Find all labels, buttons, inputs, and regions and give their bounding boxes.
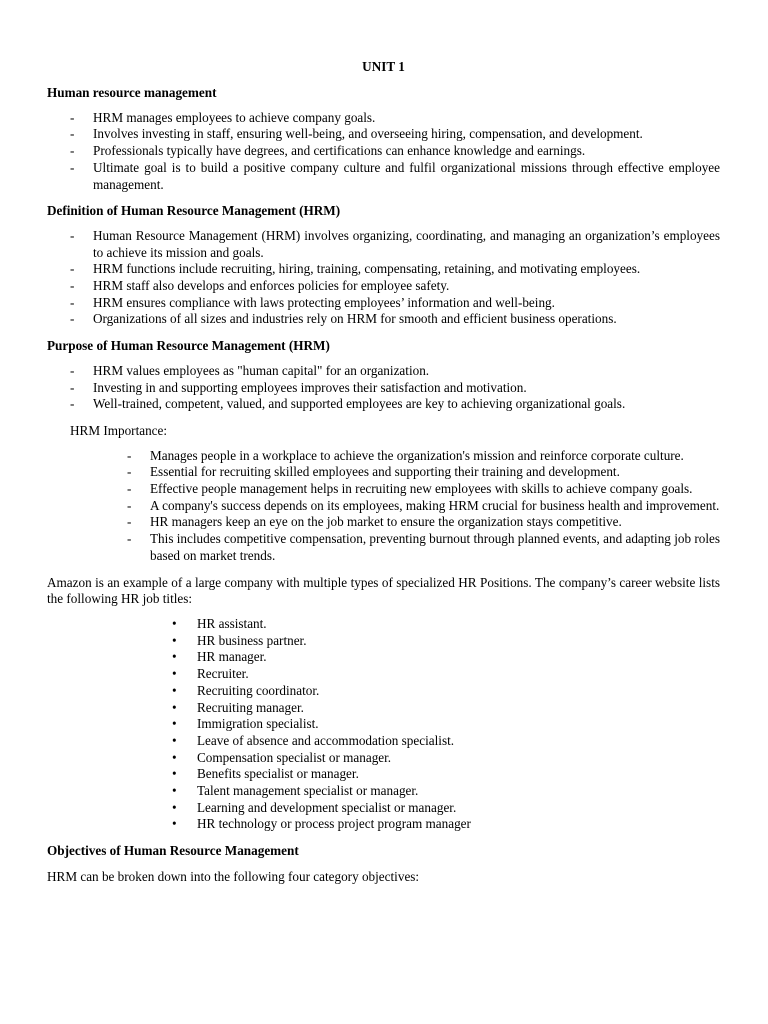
list-item: • Talent management specialist or manager. bbox=[47, 783, 720, 800]
definition-list bbox=[47, 228, 720, 328]
list-item: - This includes competitive compensation, preventing burnout through planned events, and adapting job roles based on market trends. bbox=[47, 531, 720, 564]
list-item: • Compensation specialist or manager. bbox=[47, 750, 720, 767]
list-item: • HR technology or process project program manager bbox=[47, 816, 720, 833]
list-item: - A company's success depends on its employees, making HRM crucial for business health and improvement. bbox=[47, 498, 720, 515]
list-item: - Effective people management helps in recruiting new employees with skills to achieve company goals. bbox=[47, 481, 720, 498]
objectives-paragraph: HRM can be broken down into the following four category objectives: bbox=[47, 868, 420, 884]
hr-job-titles-list bbox=[47, 616, 720, 833]
list-item: - Organizations of all sizes and industries rely on HRM for smooth and efficient business operations. bbox=[47, 311, 720, 328]
list-item: • Recruiting coordinator. bbox=[47, 683, 720, 700]
list-item: - Ultimate goal is to build a positive company culture and fulfil organizational missions through effective employee management. bbox=[47, 160, 720, 193]
list-item: - Involves investing in staff, ensuring well-being, and overseeing hiring, compensation, and development. bbox=[47, 126, 720, 143]
purpose-list bbox=[47, 363, 720, 413]
list-item: - HRM staff also develops and enforces policies for employee safety. bbox=[47, 278, 720, 295]
section-heading-definition: Definition of Human Resource Management (HRM) bbox=[47, 203, 341, 219]
list-item: • Leave of absence and accommodation specialist. bbox=[47, 733, 720, 750]
section-heading-objectives: Objectives of Human Resource Management bbox=[47, 843, 299, 859]
importance-label: HRM Importance: bbox=[70, 422, 168, 438]
list-item: - HR managers keep an eye on the job market to ensure the organization stays competitive. bbox=[47, 514, 720, 531]
list-item: - HRM functions include recruiting, hiring, training, compensating, retaining, and motivating employees. bbox=[47, 261, 720, 278]
list-item: • Benefits specialist or manager. bbox=[47, 766, 720, 783]
amazon-paragraph: Amazon is an example of a large company with multiple types of specialized HR Positions. The company’s career website lists the following HR job titles: bbox=[47, 574, 720, 607]
section-heading-hrm: Human resource management bbox=[47, 85, 217, 100]
list-item: • Immigration specialist. bbox=[47, 716, 720, 733]
list-item: • Recruiting manager. bbox=[47, 700, 720, 717]
hrm-list bbox=[47, 110, 720, 194]
unit-title: UNIT 1 bbox=[362, 59, 405, 74]
list-item: - Manages people in a workplace to achieve the organization's mission and reinforce corporate culture. bbox=[47, 448, 720, 465]
list-item: - HRM manages employees to achieve company goals. bbox=[47, 110, 720, 127]
section-heading-purpose: Purpose of Human Resource Management (HRM) bbox=[47, 338, 330, 354]
list-item: - HRM ensures compliance with laws protecting employees’ information and well-being. bbox=[47, 295, 720, 312]
list-item: - HRM values employees as "human capital" for an organization. bbox=[47, 363, 720, 380]
list-item: • Recruiter. bbox=[47, 666, 720, 683]
importance-list bbox=[47, 448, 720, 565]
list-item: - Human Resource Management (HRM) involves organizing, coordinating, and managing an organization’s employees to achieve its mission and goals. bbox=[47, 228, 720, 261]
document-page bbox=[47, 58, 720, 886]
list-item: - Essential for recruiting skilled employees and supporting their training and development. bbox=[47, 464, 720, 481]
list-item: - Well-trained, competent, valued, and supported employees are key to achieving organizational goals. bbox=[47, 396, 720, 413]
list-item: - Professionals typically have degrees, and certifications can enhance knowledge and earnings. bbox=[47, 143, 720, 160]
list-item: • HR business partner. bbox=[47, 633, 720, 650]
list-item: • Learning and development specialist or manager. bbox=[47, 800, 720, 817]
list-item: - Investing in and supporting employees improves their satisfaction and motivation. bbox=[47, 380, 720, 397]
list-item: • HR assistant. bbox=[47, 616, 720, 633]
list-item: • HR manager. bbox=[47, 649, 720, 666]
